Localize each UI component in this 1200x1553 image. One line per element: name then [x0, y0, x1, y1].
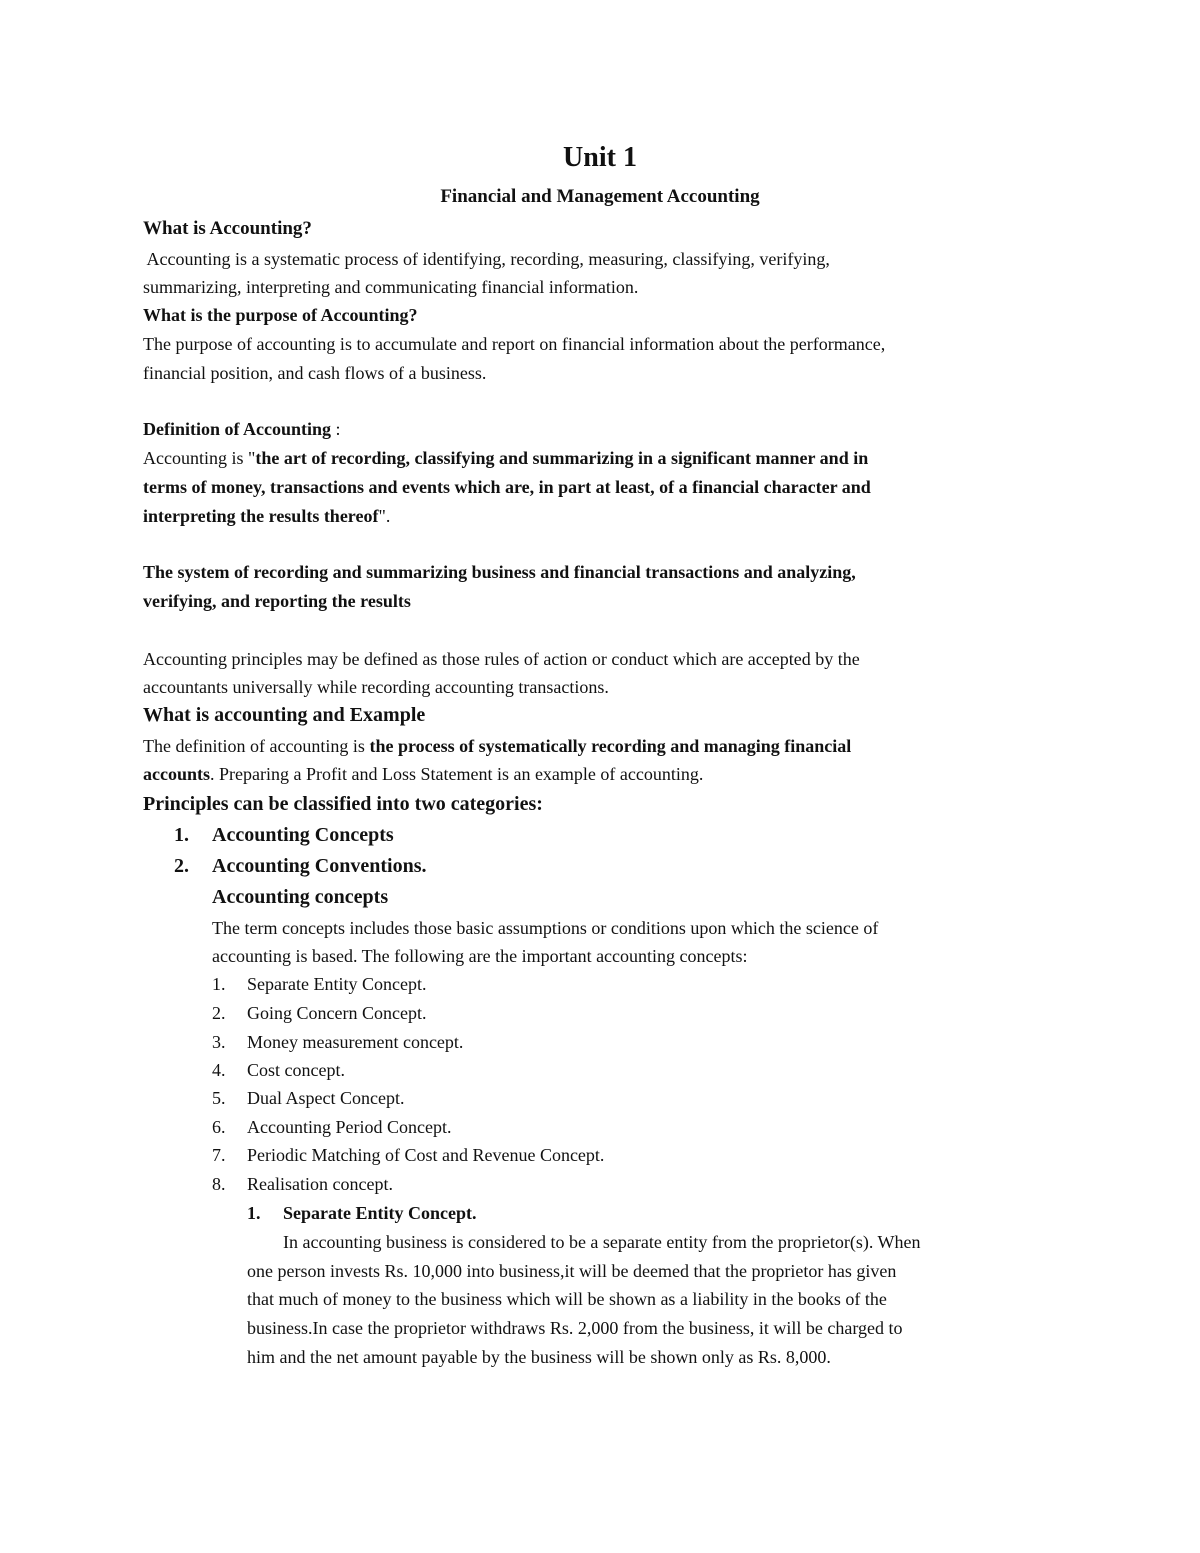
definition-suffix: ".: [378, 506, 391, 526]
concept-number: 3.: [212, 1032, 226, 1052]
concepts-heading: Accounting concepts: [212, 886, 389, 908]
concept-number: 8.: [212, 1174, 226, 1194]
example-line-1: [143, 736, 851, 757]
purpose-heading: What is the purpose of Accounting?: [143, 305, 418, 325]
concept-list-item: [212, 974, 226, 995]
system-line-1: The system of recording and summarizing business and financial transactions and analyzing,: [143, 562, 856, 582]
separate-entity-line-3: that much of money to the business which will be shown as a liability in the books of the: [247, 1289, 887, 1309]
definition-prefix: Accounting is ": [143, 448, 256, 468]
concept-label: Realisation concept.: [247, 1174, 393, 1194]
definition-bold-3: interpreting the results thereof: [143, 506, 379, 526]
concept-list-item: [212, 1032, 226, 1053]
page-title: Unit 1: [563, 142, 637, 173]
example-line-2: [143, 764, 703, 785]
what-is-accounting-line-1: Accounting is a systematic process of identifying, recording, measuring, classifying, verifying,: [143, 249, 830, 269]
concept-list-item: [212, 1088, 226, 1109]
definition-line-1: [143, 448, 868, 469]
concept-label: Periodic Matching of Cost and Revenue Concept.: [247, 1145, 605, 1165]
concept-list-item: [212, 1060, 226, 1081]
concept-label: Separate Entity Concept.: [247, 974, 427, 994]
separate-entity-line-5: him and the net amount payable by the business will be shown only as Rs. 8,000.: [247, 1347, 831, 1367]
concept-list-item: [212, 1003, 226, 1024]
separate-entity-line-2: one person invests Rs. 10,000 into business,it will be deemed that the proprietor has given: [247, 1261, 897, 1281]
categories-heading: Principles can be classified into two categories:: [143, 793, 543, 815]
concept-label: Cost concept.: [247, 1060, 345, 1080]
concept-number: 1.: [212, 974, 226, 994]
concept-number: 5.: [212, 1088, 226, 1108]
concept-list-item: [212, 1145, 226, 1166]
concept-label: Going Concern Concept.: [247, 1003, 427, 1023]
system-line-2: verifying, and reporting the results: [143, 591, 411, 611]
purpose-line-1: The purpose of accounting is to accumulate and report on financial information about the performance,: [143, 334, 886, 354]
concept-number: 4.: [212, 1060, 226, 1080]
definition-line-2: terms of money, transactions and events which are, in part at least, of a financial character and: [143, 477, 871, 497]
separate-entity-heading: Separate Entity Concept.: [283, 1203, 477, 1223]
page-subtitle: Financial and Management Accounting: [440, 186, 760, 207]
concept-label: Dual Aspect Concept.: [247, 1088, 405, 1108]
concept-number: 7.: [212, 1145, 226, 1165]
concept-number: 2.: [212, 1003, 226, 1023]
concept-list-item: [212, 1117, 226, 1138]
separate-entity-line-4: business.In case the proprietor withdraws Rs. 2,000 from the business, it will be charged to: [247, 1318, 903, 1338]
definition-line-3: [143, 506, 390, 527]
example-suffix: . Preparing a Profit and Loss Statement is an example of accounting.: [210, 764, 704, 784]
category-item-label: Accounting Conventions.: [212, 855, 427, 877]
category-item-number: 1.: [174, 824, 189, 846]
concepts-line-2: accounting is based. The following are the important accounting concepts:: [212, 946, 748, 966]
concept-number: 6.: [212, 1117, 226, 1137]
example-heading: What is accounting and Example: [143, 704, 426, 726]
principles-def-line-2: accountants universally while recording accounting transactions.: [143, 677, 609, 697]
separate-entity-number: 1.: [247, 1203, 261, 1223]
concept-label: Accounting Period Concept.: [247, 1117, 452, 1137]
purpose-line-2: financial position, and cash flows of a business.: [143, 363, 487, 383]
example-prefix: The definition of accounting is: [143, 736, 370, 756]
definition-bold-1: the art of recording, classifying and summarizing in a significant manner and in: [255, 448, 869, 468]
principles-def-line-1: Accounting principles may be defined as those rules of action or conduct which are accepted by the: [143, 649, 860, 669]
what-is-accounting-line-2: summarizing, interpreting and communicating financial information.: [143, 277, 639, 297]
definition-heading-colon: :: [331, 419, 341, 439]
concept-list-item: [212, 1174, 226, 1195]
category-item: [174, 855, 189, 878]
category-item-number: 2.: [174, 855, 189, 877]
concepts-line-1: The term concepts includes those basic assumptions or conditions upon which the science of: [212, 918, 879, 938]
example-bold-1: the process of systematically recording and managing financial: [369, 736, 852, 756]
separate-entity-line-1: In accounting business is considered to be a separate entity from the proprietor(s). When: [283, 1232, 921, 1252]
category-item-label: Accounting Concepts: [212, 824, 394, 846]
concept-label: Money measurement concept.: [247, 1032, 464, 1052]
category-item: [174, 824, 189, 847]
definition-heading-row: [143, 419, 341, 440]
what-is-accounting-heading: What is Accounting?: [143, 218, 312, 239]
definition-heading: Definition of Accounting: [143, 419, 332, 439]
example-bold-2: accounts: [143, 764, 210, 784]
